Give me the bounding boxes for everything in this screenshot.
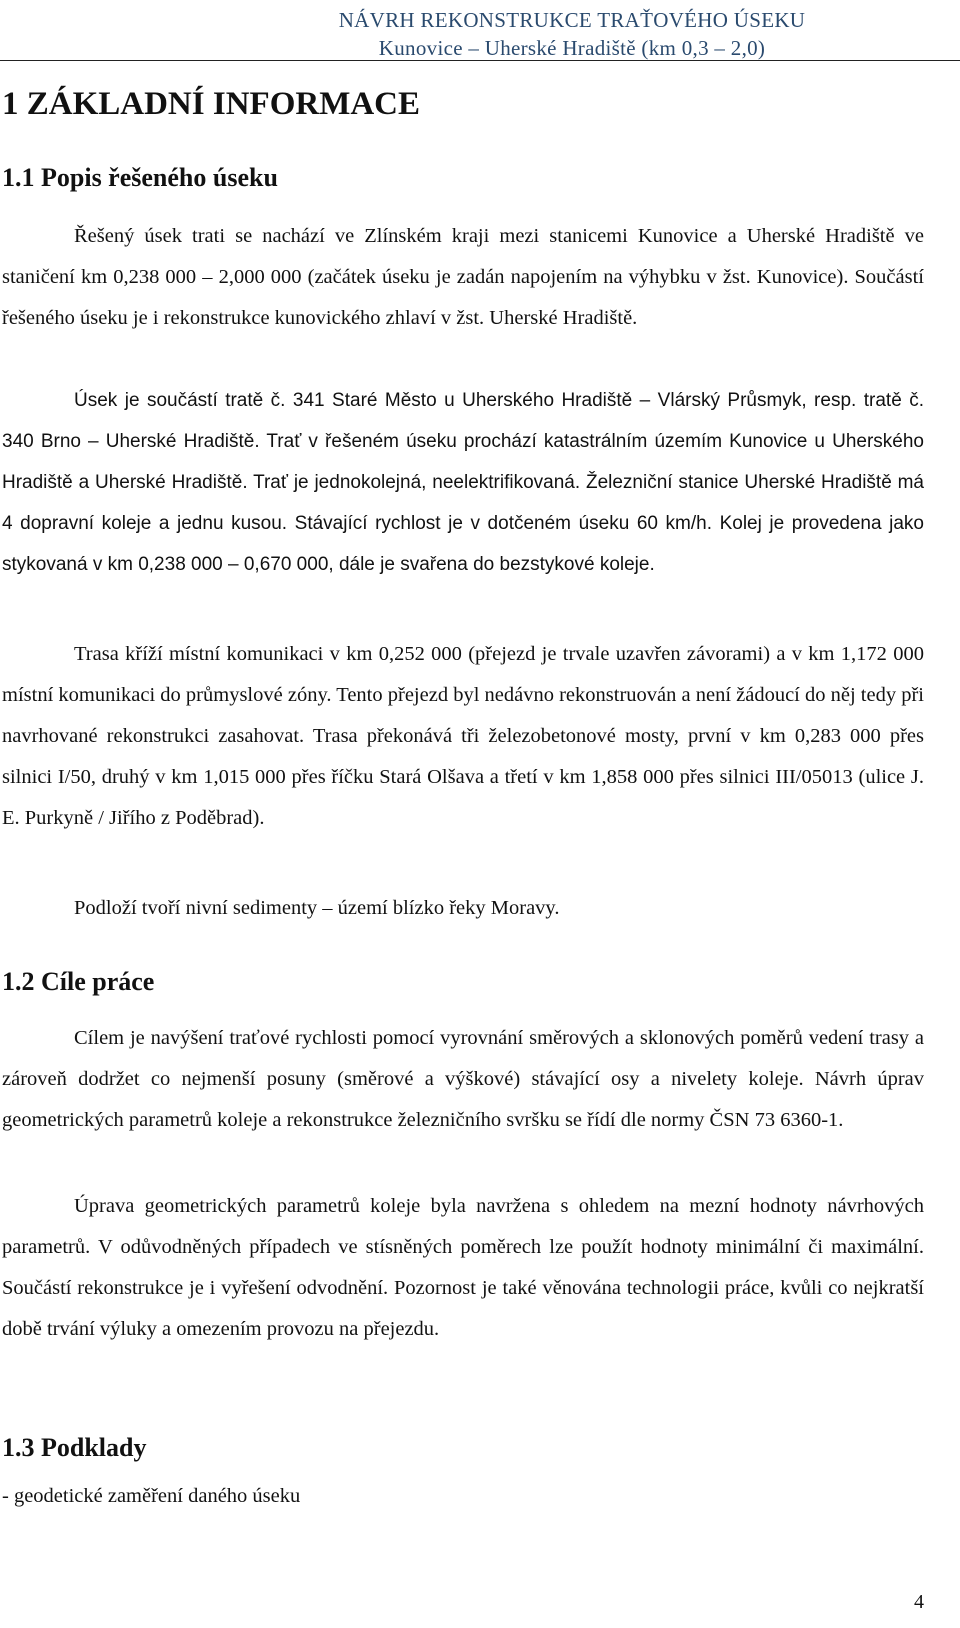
paragraph: Úsek je součástí tratě č. 341 Staré Město u Uherského Hradiště – Vlárský Průsmyk, resp. tratě č. 340 Brno – Uherské Hradiště. Trať v řešeném úseku prochází katastrálním územím Kunovice u Uherského Hradiště a Uherské Hradiště. Trať je jednokolejná, neelektrifikovaná. Železniční stanice Uherské Hradiště má 4 dopravní koleje a jednu kusou. Stávající rychlost je v dotčeném úseku 60 km/h. Kolej je provedena jako stykovaná v km 0,238 000 – 0,670 000, dále je svařena do bezstykové koleje. xyxy=(2,390,924,575)
page-number: 4 xyxy=(914,1591,924,1613)
header-subtitle: Kunovice – Uherské Hradiště (km 0,3 – 2,0) xyxy=(378,36,766,60)
paragraph: Řešený úsek trati se nachází ve Zlínském kraji mezi stanicemi Kunovice a Uherské Hradiště ve staničení km 0,238 000 – 2,000 000 (začátek úseku je zadán napojením na výhybku v žst. Kunovice). Součástí řešeného úseku je i rekonstrukce kunovického zhlaví v žst. Uherské Hradiště. xyxy=(2,225,924,329)
paragraph: Úprava geometrických parametrů koleje byla navržena s ohledem na mezní hodnoty návrhových parametrů. V odůvodněných případech ve stísněných poměrech lze použít hodnoty minimální či maximální. Součástí rekonstrukce je i vyřešení odvodnění. Pozornost je také věnována technologii práce, kvůli co nejkratší době trvání výluky a omezením provozu na přejezdu. xyxy=(2,1195,924,1340)
running-header xyxy=(222,6,922,62)
list-item: - geodetické zaměření daného úseku xyxy=(2,1485,301,1507)
paragraph: Cílem je navýšení traťové rychlosti pomocí vyrovnání směrových a sklonových poměrů vedení trasy a zároveň dodržet co nejmenší posuny (směrové a výškové) stávající osy a nivelety koleje. Návrh úprav geometrických parametrů koleje a rekonstrukce železničního svršku se řídí dle normy ČSN 73 6360-1. xyxy=(2,1027,924,1131)
section-title-1-3: 1.3 Podklady xyxy=(2,1433,147,1462)
paragraph: Trasa kříží místní komunikaci v km 0,252 000 (přejezd je trvale uzavřen závorami) a v km 1,172 000 místní komunikaci do průmyslové zóny. Tento přejezd byl nedávno rekonstruován a není žádoucí do něj tedy při navrhované rekonstrukci zasahovat. Trasa překonává tři železobetonové mosty, první v km 0,283 000 přes silnici I/50, druhý v km 1,015 000 přes říčku Stará Olšava a třetí v km 1,858 000 přes silnici III/05013 (ulice J. E. Purkyně / Jiřího z Poděbrad). xyxy=(2,643,924,829)
header-divider xyxy=(0,60,960,61)
header-title: NÁVRH REKONSTRUKCE TRAŤOVÉHO ÚSEKU xyxy=(338,8,806,32)
section-title-1-2: 1.2 Cíle práce xyxy=(2,967,155,996)
paragraph: Podloží tvoří nivní sedimenty – území blízko řeky Moravy. xyxy=(74,897,560,919)
chapter-title: 1 ZÁKLADNÍ INFORMACE xyxy=(2,86,421,122)
section-title-1-1: 1.1 Popis řešeného úseku xyxy=(2,163,278,192)
